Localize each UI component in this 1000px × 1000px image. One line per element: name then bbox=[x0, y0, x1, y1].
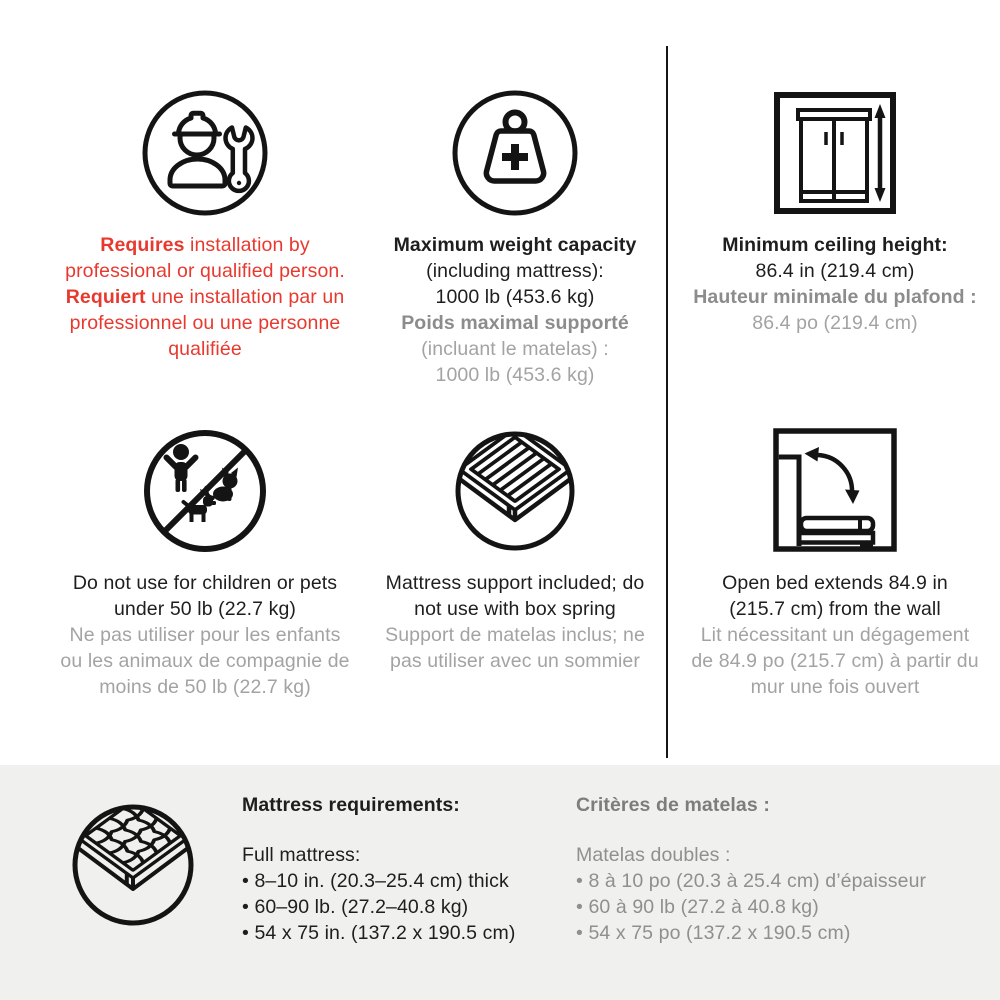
ceiling-en-line2: 86.4 in (219.4 cm) bbox=[755, 260, 915, 282]
mattress-req-fr-subheading: Matelas doubles : bbox=[576, 844, 731, 866]
ceiling-height-icon bbox=[771, 86, 899, 220]
children-pets-en-line2: under 50 lb (22.7 kg) bbox=[113, 598, 297, 620]
mattress-requirements-fr bbox=[576, 792, 926, 946]
mattress-req-en-bullet: • 60–90 lb. (27.2–40.8 kg) bbox=[242, 896, 469, 918]
mattress-requirements-en bbox=[242, 792, 515, 946]
installation-en-line2: professional or qualified person. bbox=[65, 260, 345, 282]
weight-fr-title: Poids maximal supporté bbox=[401, 312, 629, 334]
support-text-en bbox=[386, 570, 645, 622]
info-block-weight bbox=[365, 86, 665, 388]
installer-icon bbox=[139, 86, 271, 220]
info-block-open-bed bbox=[680, 424, 990, 700]
mattress-req-fr-heading: Critères de matelas : bbox=[576, 794, 770, 816]
ceiling-fr-line2: 86.4 po (219.4 cm) bbox=[752, 312, 918, 334]
mattress-req-fr-bullet: • 60 à 90 lb (27.2 à 40.8 kg) bbox=[576, 896, 819, 918]
weight-fr-line2: (incluant le matelas) : bbox=[421, 338, 609, 360]
support-fr-line2: pas utiliser avec un sommier bbox=[390, 650, 640, 672]
support-en-line2: not use with box spring bbox=[414, 598, 616, 620]
installation-fr-line1: une installation par un bbox=[145, 286, 345, 308]
weight-text-en bbox=[394, 232, 637, 310]
mattress-req-en-bullet: • 54 x 75 in. (137.2 x 190.5 cm) bbox=[242, 922, 516, 944]
mattress-support-icon bbox=[449, 424, 581, 558]
info-block-ceiling bbox=[680, 86, 990, 336]
children-pets-fr-line1: Ne pas utiliser pour les enfants bbox=[69, 624, 341, 646]
mattress-req-en-subheading: Full mattress: bbox=[242, 844, 361, 866]
installation-text-en bbox=[65, 232, 345, 284]
info-block-support bbox=[365, 424, 665, 674]
installation-en-line1: installation by bbox=[184, 234, 310, 256]
ceiling-text-en bbox=[722, 232, 947, 284]
mattress-req-fr-bullet: • 8 à 10 po (20.3 à 25.4 cm) d’épaisseur bbox=[576, 870, 927, 892]
weight-text-fr bbox=[401, 310, 629, 388]
ceiling-text-fr bbox=[693, 284, 977, 336]
open-bed-fr-line3: mur une fois ouvert bbox=[750, 676, 920, 698]
children-pets-en-line1: Do not use for children or pets bbox=[72, 572, 338, 594]
open-bed-fr-line2: de 84.9 po (215.7 cm) à partir du bbox=[691, 650, 979, 672]
installation-fr-line3: qualifiée bbox=[168, 338, 242, 360]
mattress-icon bbox=[66, 798, 200, 932]
open-bed-text-fr bbox=[691, 622, 978, 700]
support-text-fr bbox=[385, 622, 645, 674]
info-block-installation bbox=[30, 86, 380, 362]
children-pets-text-en bbox=[73, 570, 337, 622]
weight-en-title: Maximum weight capacity bbox=[393, 234, 637, 256]
no-children-pets-icon bbox=[140, 424, 270, 558]
weight-en-line2: (including mattress): bbox=[426, 260, 604, 282]
installation-fr-lead: Requiert bbox=[65, 286, 146, 308]
vertical-divider bbox=[666, 46, 668, 758]
support-fr-line1: Support de matelas inclus; ne bbox=[385, 624, 645, 646]
open-bed-en-line1: Open bed extends 84.9 in bbox=[722, 572, 948, 594]
support-en-line1: Mattress support included; do bbox=[385, 572, 645, 594]
children-pets-text-fr bbox=[60, 622, 349, 700]
installation-text-fr bbox=[66, 284, 345, 362]
children-pets-fr-line3: moins de 50 lb (22.7 kg) bbox=[99, 676, 311, 698]
ceiling-en-title: Minimum ceiling height: bbox=[722, 234, 948, 256]
ceiling-fr-title: Hauteur minimale du plafond : bbox=[693, 286, 977, 308]
weight-capacity-icon bbox=[449, 86, 581, 220]
installation-fr-line2: professionnel ou une personne bbox=[69, 312, 341, 334]
children-pets-fr-line2: ou les animaux de compagnie de bbox=[60, 650, 350, 672]
mattress-req-en-bullet: • 8–10 in. (20.3–25.4 cm) thick bbox=[242, 870, 509, 892]
info-block-children-pets bbox=[30, 424, 380, 700]
weight-fr-line3: 1000 lb (453.6 kg) bbox=[435, 364, 595, 386]
mattress-req-fr-bullet: • 54 x 75 po (137.2 x 190.5 cm) bbox=[576, 922, 851, 944]
mattress-req-en-heading: Mattress requirements: bbox=[242, 794, 460, 816]
open-bed-en-line2: (215.7 cm) from the wall bbox=[729, 598, 941, 620]
weight-en-line3: 1000 lb (453.6 kg) bbox=[435, 286, 595, 308]
mattress-requirements-panel bbox=[0, 765, 1000, 1000]
open-bed-text-en bbox=[722, 570, 948, 622]
open-bed-fr-line1: Lit nécessitant un dégagement bbox=[700, 624, 970, 646]
installation-en-lead: Requires bbox=[100, 234, 185, 256]
open-bed-icon bbox=[770, 424, 900, 558]
